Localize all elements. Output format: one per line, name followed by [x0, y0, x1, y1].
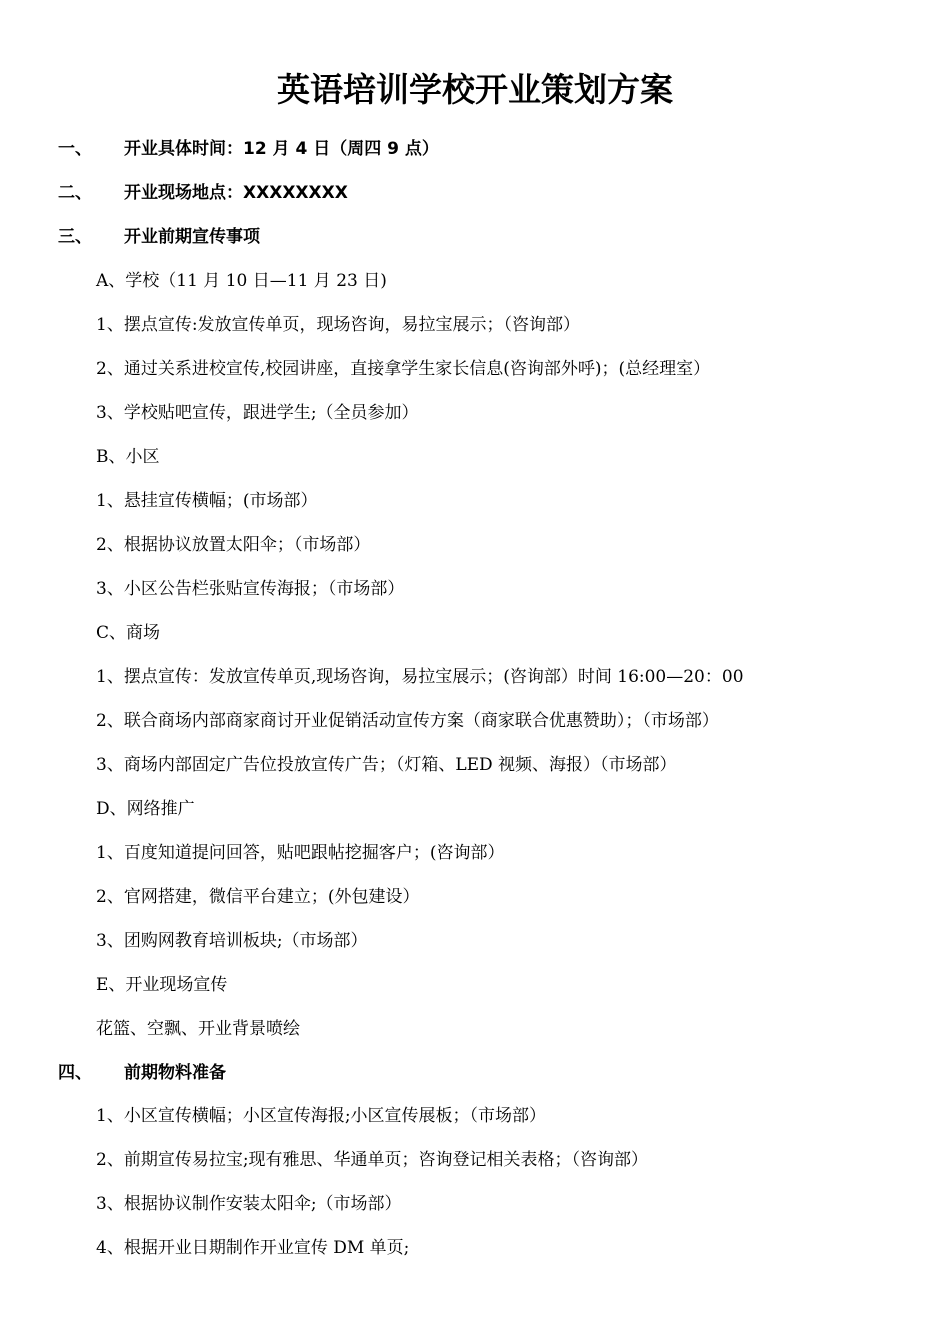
list-item: 3、小区公告栏张贴宣传海报；（市场部）	[96, 579, 405, 599]
list-item: 1、小区宣传横幅；小区宣传海报;小区宣传展板；（市场部）	[96, 1106, 547, 1126]
subsection-heading-a: A、学校（11 月 10 日—11 月 23 日)	[96, 271, 387, 291]
list-item: 1、百度知道提问回答，贴吧跟帖挖掘客户；(咨询部）	[96, 843, 505, 863]
list-item: 3、学校贴吧宣传，跟进学生;（全员参加）	[96, 403, 419, 423]
list-item: 3、商场内部固定广告位投放宣传广告；（灯箱、LED 视频、海报）（市场部）	[96, 755, 677, 775]
list-item: 4、根据开业日期制作开业宣传 DM 单页;	[96, 1238, 410, 1258]
subsection-heading-d: D、网络推广	[96, 799, 195, 819]
section-heading-4	[58, 1058, 226, 1083]
subsection-heading-b: B、小区	[96, 447, 160, 467]
list-item: 3、团购网教育培训板块;（市场部）	[96, 931, 368, 951]
section-heading-1	[58, 134, 439, 159]
paragraph: 花篮、空飘、开业背景喷绘	[96, 1019, 300, 1039]
list-item: 1、摆点宣传：发放宣传单页,现场咨询，易拉宝展示；(咨询部）时间 16:00—20：00	[96, 667, 744, 687]
subsection-heading-c: C、商场	[96, 623, 161, 643]
section-text: 开业现场地点：XXXXXXXX	[124, 183, 348, 203]
section-text: 前期物料准备	[124, 1063, 226, 1083]
subsection-heading-e: E、开业现场宣传	[96, 975, 228, 995]
section-number: 二、	[58, 183, 92, 203]
section-number: 四、	[58, 1063, 92, 1083]
section-text: 开业具体时间：12 月 4 日（周四 9 点）	[124, 139, 439, 159]
section-number: 三、	[58, 227, 92, 247]
list-item: 3、根据协议制作安装太阳伞;（市场部）	[96, 1194, 402, 1214]
list-item: 2、根据协议放置太阳伞；（市场部）	[96, 535, 371, 555]
section-text: 开业前期宣传事项	[124, 227, 260, 247]
list-item: 2、前期宣传易拉宝;现有雅思、华通单页；咨询登记相关表格；（咨询部）	[96, 1150, 649, 1170]
list-item: 2、联合商场内部商家商讨开业促销活动宣传方案（商家联合优惠赞助）；（市场部）	[96, 711, 719, 731]
page-title: 英语培训学校开业策划方案	[277, 70, 673, 109]
list-item: 2、官网搭建，微信平台建立；(外包建设）	[96, 887, 420, 907]
list-item: 1、悬挂宣传横幅；(市场部）	[96, 491, 318, 511]
section-heading-2	[58, 178, 348, 203]
section-heading-3	[58, 222, 260, 247]
section-number: 一、	[58, 139, 92, 159]
list-item: 2、通过关系进校宣传,校园讲座，直接拿学生家长信息(咨询部外呼)；(总经理室）	[96, 359, 711, 379]
list-item: 1、摆点宣传:发放宣传单页，现场咨询，易拉宝展示；（咨询部）	[96, 315, 581, 335]
